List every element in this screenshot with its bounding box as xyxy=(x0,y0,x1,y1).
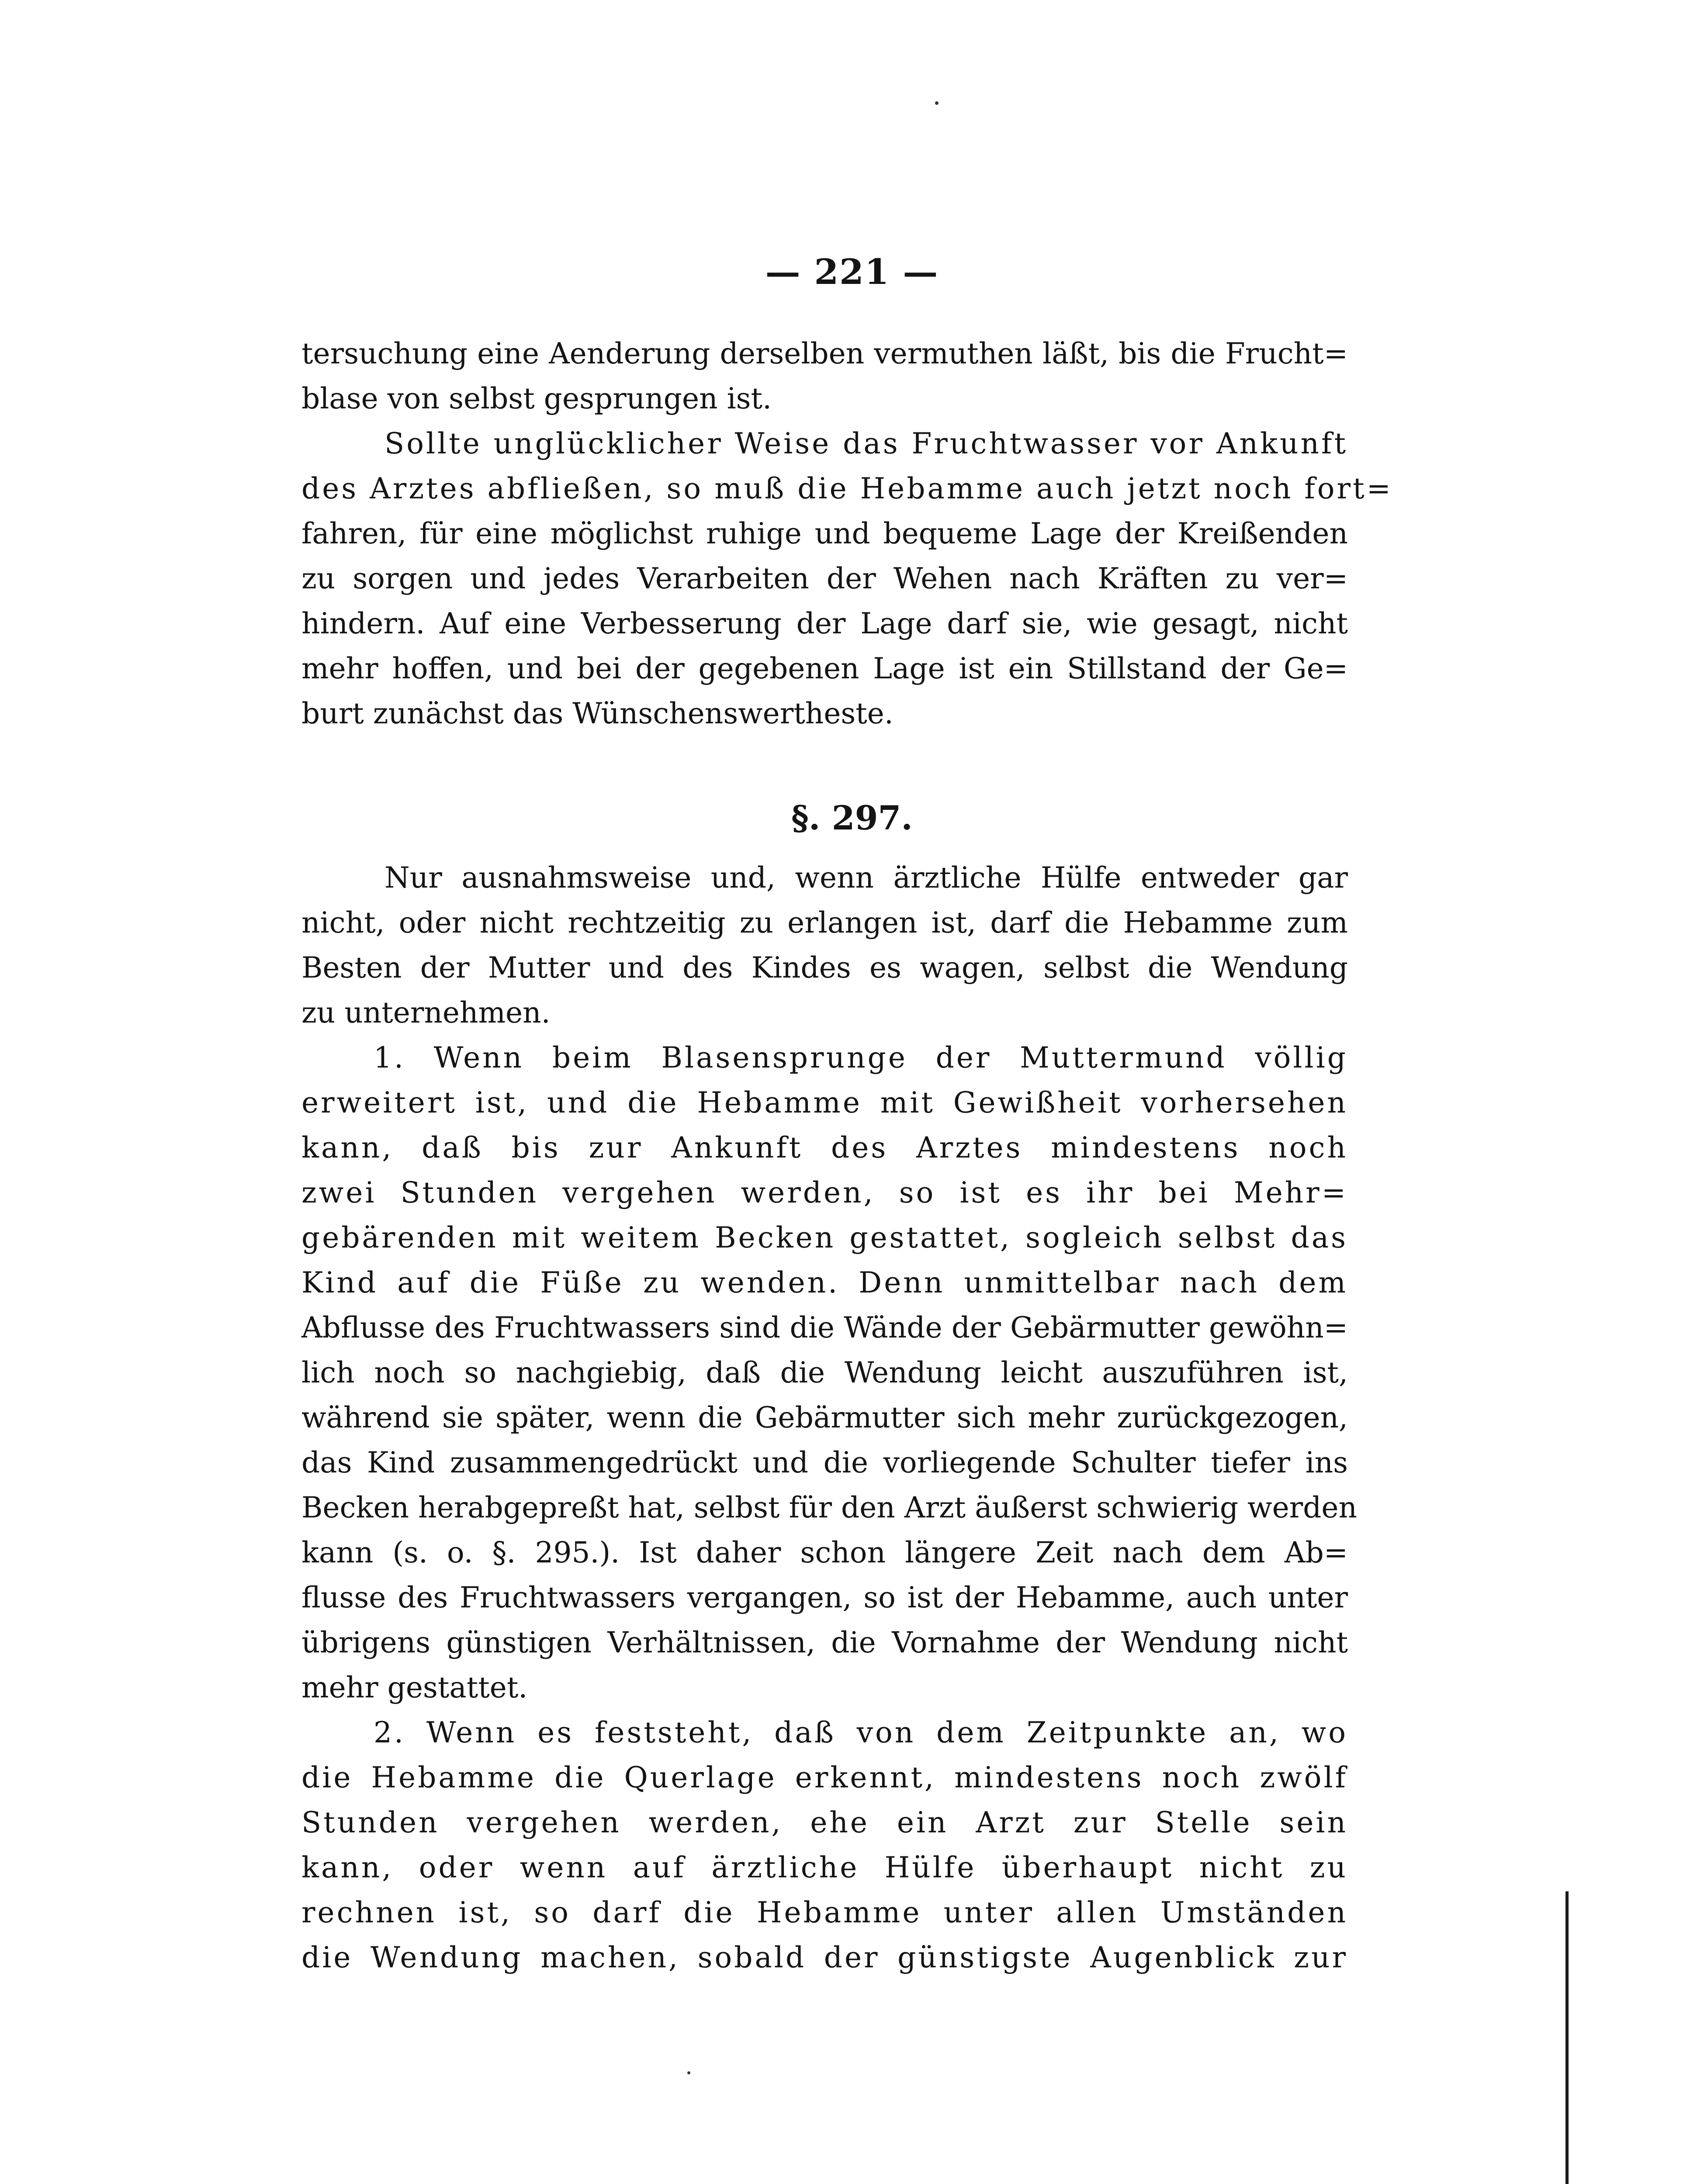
scan-speck xyxy=(935,101,939,105)
text-line: zu unternehmen. xyxy=(301,996,551,1030)
text-line: tersuchung eine Aenderung derselben vermuthen läßt, bis die Frucht= xyxy=(301,337,1348,370)
text-block-bottom xyxy=(301,855,1357,1980)
text-line: während sie später, wenn die Gebärmutter sich mehr zurückgezogen, xyxy=(301,1401,1348,1434)
text-block-top xyxy=(301,331,1393,736)
text-line: lich noch so nachgiebig, daß die Wendung leicht auszuführen ist, xyxy=(301,1356,1348,1389)
text-line: erweitert ist, und die Hebamme mit Gewißheit vorhersehen xyxy=(301,1086,1348,1120)
text-line: kann, daß bis zur Ankunft des Arztes mindestens noch xyxy=(301,1131,1348,1165)
text-line: 1. Wenn beim Blasensprunge der Muttermund völlig xyxy=(374,1041,1348,1075)
text-line: Stunden vergehen werden, ehe ein Arzt zur Stelle sein xyxy=(301,1806,1348,1839)
text-line: Besten der Mutter und des Kindes es wagen, selbst die Wendung xyxy=(301,951,1348,985)
text-line: zu sorgen und jedes Verarbeiten der Wehen nach Kräften zu ver= xyxy=(301,562,1348,595)
text-line: die Hebamme die Querlage erkennt, mindestens noch zwölf xyxy=(301,1761,1348,1794)
text-line: kann, oder wenn auf ärztliche Hülfe überhaupt nicht zu xyxy=(301,1851,1348,1884)
text-line: des Arztes abfließen, so muß die Hebamme auch jetzt noch fort= xyxy=(301,472,1393,505)
text-line: kann (s. o. §. 295.). Ist daher schon längere Zeit nach dem Ab= xyxy=(301,1536,1348,1569)
text-line: gebärenden mit weitem Becken gestattet, sogleich selbst das xyxy=(301,1221,1348,1254)
text-line: nicht, oder nicht rechtzeitig zu erlangen ist, darf die Hebamme zum xyxy=(301,906,1348,940)
text-line: zwei Stunden vergehen werden, so ist es ihr bei Mehr= xyxy=(301,1176,1348,1209)
text-line: Abflusse des Fruchtwassers sind die Wände der Gebärmutter gewöhn= xyxy=(301,1311,1348,1344)
text-line: mehr hoffen, und bei der gegebenen Lage ist ein Stillstand der Ge= xyxy=(301,652,1348,685)
text-line: das Kind zusammengedrückt und die vorliegende Schulter tiefer ins xyxy=(301,1446,1348,1479)
text-line: 2. Wenn es feststeht, daß von dem Zeitpunkte an, wo xyxy=(374,1716,1348,1749)
scan-speck xyxy=(687,2071,690,2074)
text-line: Nur ausnahmsweise und, wenn ärztliche Hülfe entweder gar xyxy=(384,861,1348,895)
text-line: die Wendung machen, sobald der günstigste Augenblick zur xyxy=(301,1941,1348,1974)
text-line: Becken herabgepreßt hat, selbst für den Arzt äußerst schwierig werden xyxy=(301,1491,1357,1524)
text-line: Sollte unglücklicher Weise das Fruchtwasser vor Ankunft xyxy=(384,427,1348,460)
section-heading: §. 297. xyxy=(791,798,913,837)
text-line: übrigens günstigen Verhältnissen, die Vornahme der Wendung nicht xyxy=(301,1626,1348,1659)
text-line: rechnen ist, so darf die Hebamme unter allen Umständen xyxy=(301,1896,1348,1929)
text-line: burt zunächst das Wünschenswertheste. xyxy=(301,697,894,730)
text-line: flusse des Fruchtwassers vergangen, so ist der Hebamme, auch unter xyxy=(301,1581,1348,1614)
text-line: hindern. Auf eine Verbesserung der Lage darf sie, wie gesagt, nicht xyxy=(301,607,1348,640)
text-line: blase von selbst gesprungen ist. xyxy=(301,382,772,415)
text-line: mehr gestattet. xyxy=(301,1671,528,1704)
text-line: Kind auf die Füße zu wenden. Denn unmittelbar nach dem xyxy=(301,1266,1348,1299)
text-line: fahren, für eine möglichst ruhige und bequeme Lage der Kreißenden xyxy=(301,517,1348,550)
margin-rule xyxy=(1565,1891,1569,2184)
page-number: — 221 — xyxy=(765,251,939,292)
